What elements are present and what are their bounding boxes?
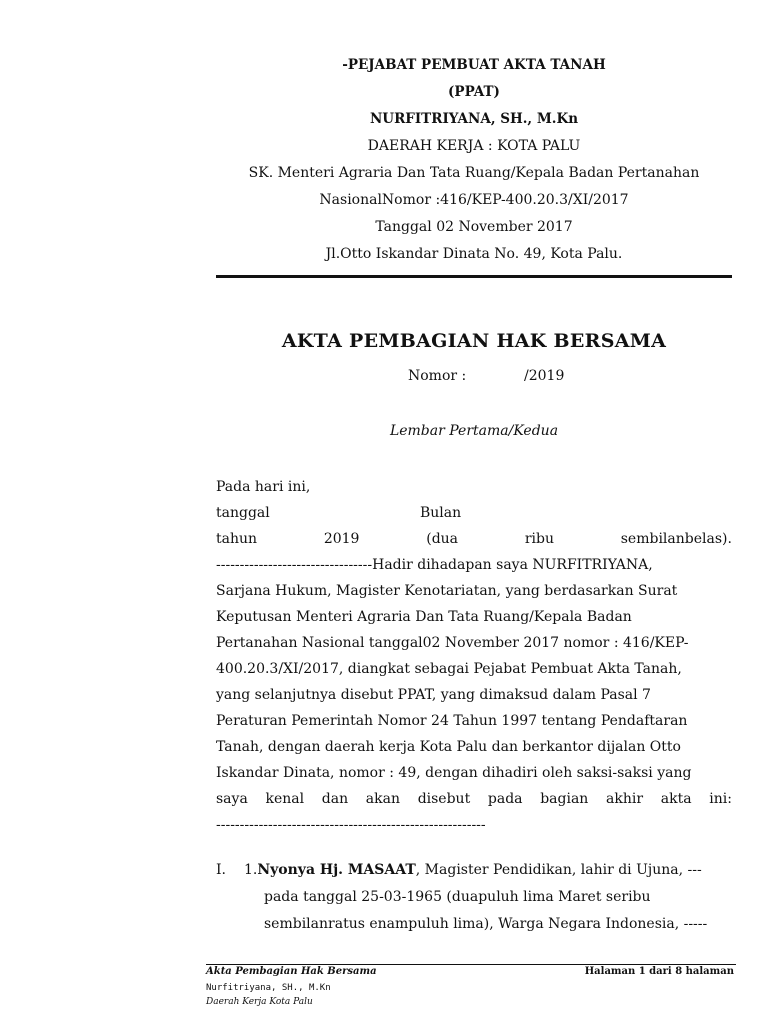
- body-line: [216, 500, 732, 526]
- deed-body: [216, 474, 732, 838]
- deed-number-label: Nomor :: [408, 368, 467, 384]
- official-name: NURFITRIYANA, SH., M.Kn: [369, 111, 579, 127]
- body-line: yang selanjutnya disebut PPAT, yang dimaksud dalam Pasal 7: [216, 687, 651, 703]
- body-line: Peraturan Pemerintah Nomor 24 Tahun 1997 tentang Pendaftaran: [216, 713, 688, 729]
- body-line: tahun 2019 (dua ribu sembilanbelas).: [216, 531, 732, 547]
- date-label: tanggal: [216, 505, 270, 521]
- footer-work-area: Daerah Kerja Kota Palu: [206, 997, 313, 1007]
- body-line: Tanah, dengan daerah kerja Kota Palu dan berkantor dijalan Otto: [216, 739, 681, 755]
- party-details: , Magister Pendidikan, lahir di Ujuna, ---: [415, 862, 702, 878]
- party-name: Nyonya Hj. MASAAT: [257, 862, 416, 878]
- list-item-continuation: pada tanggal 25-03-1965 (duapuluh lima Maret seribu: [264, 889, 651, 905]
- letterhead: [216, 52, 732, 268]
- work-area: DAERAH KERJA : KOTA PALU: [367, 138, 581, 154]
- sheet-label: Lembar Pertama/Kedua: [389, 423, 559, 439]
- body-line: Keputusan Menteri Agraria Dan Tata Ruang/Kepala Badan: [216, 609, 632, 625]
- month-label: Bulan: [420, 505, 462, 521]
- office-address: Jl.Otto Iskandar Dinata No. 49, Kota Palu.: [325, 246, 623, 262]
- body-line: Sarjana Hukum, Magister Kenotariatan, yang berdasarkan Surat: [216, 583, 678, 599]
- decree-line-1: SK. Menteri Agraria Dan Tata Ruang/Kepala Badan Pertanahan: [248, 165, 700, 181]
- header-divider: [216, 275, 732, 278]
- body-line: Pada hari ini,: [216, 479, 311, 495]
- office-abbrev: (PPAT): [448, 84, 500, 100]
- office-title: -PEJABAT PEMBUAT AKTA TANAH: [342, 57, 606, 73]
- body-line: ---------------------------------------------------------: [216, 817, 486, 833]
- body-line: ---------------------------------Hadir dihadapan saya NURFITRIYANA,: [216, 557, 653, 573]
- item-prefix: 1.: [244, 862, 258, 878]
- decree-date: Tanggal 02 November 2017: [375, 219, 573, 235]
- decree-line-2: NasionalNomor :416/KEP-400.20.3/XI/2017: [319, 192, 629, 208]
- deed-title: AKTA PEMBAGIAN HAK BERSAMA: [281, 330, 667, 352]
- footer-divider: [206, 964, 736, 965]
- body-line: Pertanahan Nasional tanggal02 November 2017 nomor : 416/KEP-: [216, 635, 689, 651]
- body-line: saya kenal dan akan disebut pada bagian akhir akta ini:: [216, 791, 732, 807]
- list-number: I.: [216, 862, 226, 878]
- deed-number-year: /2019: [524, 368, 565, 384]
- list-item-continuation: sembilanratus enampuluh lima), Warga Negara Indonesia, -----: [264, 916, 708, 932]
- list-item: [216, 857, 732, 884]
- body-line: 400.20.3/XI/2017, diangkat sebagai Pejabat Pembuat Akta Tanah,: [216, 661, 682, 677]
- footer-doc-title: Akta Pembagian Hak Bersama: [206, 966, 377, 977]
- party-list: [216, 857, 732, 938]
- body-line: Iskandar Dinata, nomor : 49, dengan dihadiri oleh saksi-saksi yang: [216, 765, 692, 781]
- footer-official-name: Nurfitriyana, SH., M.Kn: [206, 983, 331, 993]
- page-number: Halaman 1 dari 8 halaman: [584, 966, 734, 977]
